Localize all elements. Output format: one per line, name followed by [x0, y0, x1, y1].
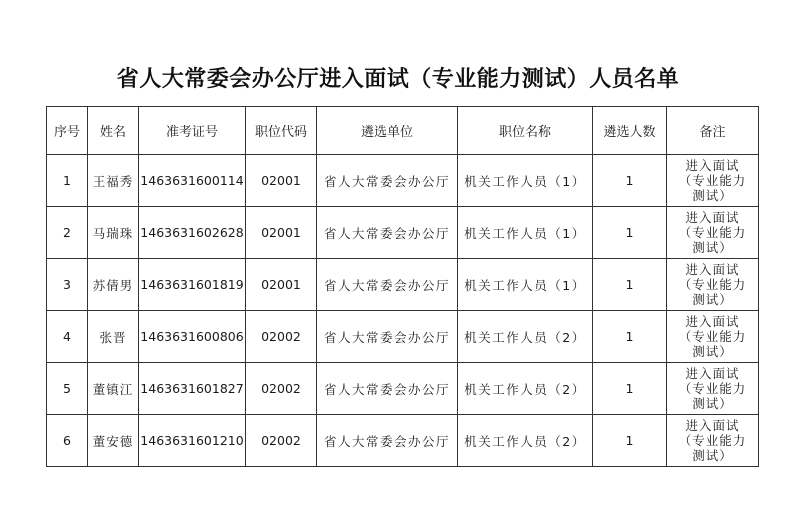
cell-job-name: 机关工作人员（2）	[458, 311, 593, 363]
remark-line: （专业能力	[678, 225, 747, 240]
cell-job-name: 机关工作人员（1）	[458, 259, 593, 311]
cell-unit: 省人大常委会办公厅	[317, 155, 458, 207]
table-row	[47, 155, 759, 207]
cell-no: 5	[47, 363, 88, 415]
cell-exam-id: 1463631601819	[139, 259, 246, 311]
cell-job-code: 02002	[246, 311, 317, 363]
table-header-row	[47, 107, 759, 155]
cell-no: 1	[47, 155, 88, 207]
cell-no: 4	[47, 311, 88, 363]
remark-line: 进入面试	[685, 158, 740, 173]
remark-line: （专业能力	[678, 433, 747, 448]
header-cell-job-name: 职位名称	[458, 107, 593, 155]
header-cell-no: 序号	[47, 107, 88, 155]
remark-line: （专业能力	[678, 329, 747, 344]
cell-job-code: 02002	[246, 415, 317, 467]
cell-count: 1	[593, 311, 667, 363]
page-title: 省人大常委会办公厅进入面试（专业能力测试）人员名单	[116, 66, 680, 92]
table-row	[47, 311, 759, 363]
cell-remark	[667, 363, 759, 415]
cell-count: 1	[593, 363, 667, 415]
cell-name: 张晋	[88, 311, 139, 363]
header-cell-exam-id: 准考证号	[139, 107, 246, 155]
cell-exam-id: 1463631601827	[139, 363, 246, 415]
remark-line: （专业能力	[678, 381, 747, 396]
cell-exam-id: 1463631602628	[139, 207, 246, 259]
cell-job-name: 机关工作人员（2）	[458, 415, 593, 467]
cell-remark	[667, 311, 759, 363]
cell-no: 3	[47, 259, 88, 311]
cell-exam-id: 1463631600806	[139, 311, 246, 363]
remark-line: 测试）	[692, 188, 733, 203]
cell-name: 董安德	[88, 415, 139, 467]
cell-unit: 省人大常委会办公厅	[317, 415, 458, 467]
cell-job-name: 机关工作人员（1）	[458, 207, 593, 259]
table-row	[47, 259, 759, 311]
cell-no: 6	[47, 415, 88, 467]
cell-count: 1	[593, 155, 667, 207]
header-cell-remark: 备注	[667, 107, 759, 155]
cell-exam-id: 1463631601210	[139, 415, 246, 467]
remark-line: 进入面试	[685, 418, 740, 433]
cell-remark	[667, 155, 759, 207]
cell-unit: 省人大常委会办公厅	[317, 259, 458, 311]
remark-line: 进入面试	[685, 314, 740, 329]
candidate-table	[46, 106, 759, 467]
cell-count: 1	[593, 259, 667, 311]
remark-line: （专业能力	[678, 277, 747, 292]
cell-exam-id: 1463631600114	[139, 155, 246, 207]
remark-line: 进入面试	[685, 366, 740, 381]
cell-name: 王福秀	[88, 155, 139, 207]
remark-line: 进入面试	[685, 210, 740, 225]
cell-name: 苏倩男	[88, 259, 139, 311]
cell-remark	[667, 415, 759, 467]
header-cell-count: 遴选人数	[593, 107, 667, 155]
remark-line: 测试）	[692, 396, 733, 411]
cell-job-code: 02002	[246, 363, 317, 415]
header-cell-name: 姓名	[88, 107, 139, 155]
remark-line: 测试）	[692, 344, 733, 359]
table-row	[47, 207, 759, 259]
cell-job-name: 机关工作人员（2）	[458, 363, 593, 415]
cell-job-code: 02001	[246, 207, 317, 259]
cell-name: 董镇江	[88, 363, 139, 415]
cell-no: 2	[47, 207, 88, 259]
cell-count: 1	[593, 415, 667, 467]
cell-job-code: 02001	[246, 259, 317, 311]
remark-line: 测试）	[692, 240, 733, 255]
header-cell-unit: 遴选单位	[317, 107, 458, 155]
cell-remark	[667, 207, 759, 259]
cell-remark	[667, 259, 759, 311]
remark-line: 测试）	[692, 292, 733, 307]
remark-line: 进入面试	[685, 262, 740, 277]
table-row	[47, 415, 759, 467]
cell-unit: 省人大常委会办公厅	[317, 363, 458, 415]
cell-job-name: 机关工作人员（1）	[458, 155, 593, 207]
remark-line: （专业能力	[678, 173, 747, 188]
cell-name: 马瑞珠	[88, 207, 139, 259]
cell-job-code: 02001	[246, 155, 317, 207]
cell-unit: 省人大常委会办公厅	[317, 207, 458, 259]
table-row	[47, 363, 759, 415]
header-cell-job-code: 职位代码	[246, 107, 317, 155]
cell-count: 1	[593, 207, 667, 259]
cell-unit: 省人大常委会办公厅	[317, 311, 458, 363]
remark-line: 测试）	[692, 448, 733, 463]
